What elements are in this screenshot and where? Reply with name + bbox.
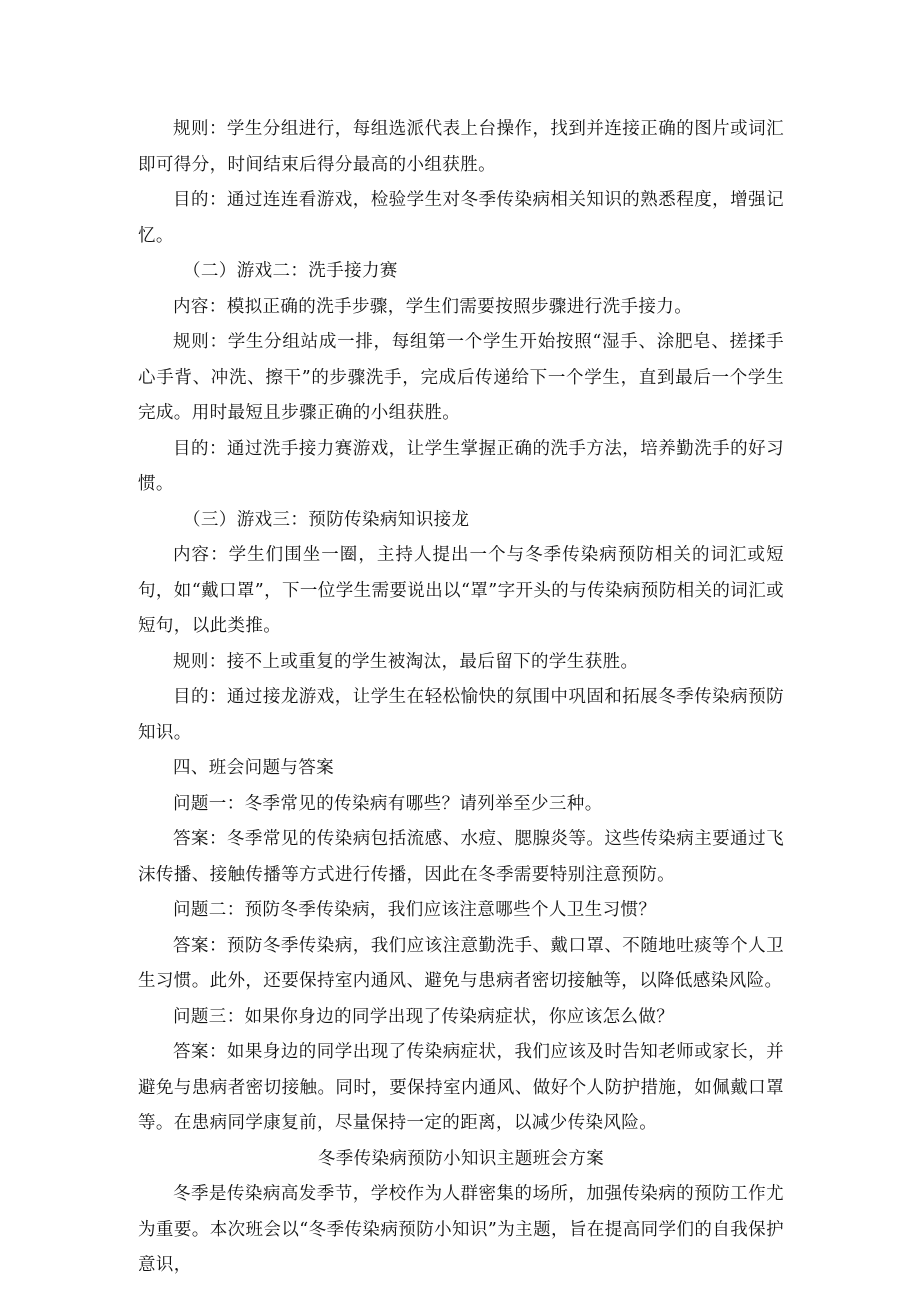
question-one: 问题一：冬季常见的传染病有哪些？请列举至少三种。	[173, 793, 603, 814]
question-three: 问题三：如果你身边的同学出现了传染病症状，你应该怎么做？	[173, 1006, 675, 1027]
paragraph-game3-purpose: 目的：通过接龙游戏，让学生在轻松愉快的氛围中巩固和拓展冬季传染病预防知识。	[138, 687, 784, 743]
heading-game2: （二）游戏二：洗手接力赛	[183, 261, 398, 281]
answer-three: 答案：如果身边的同学出现了传染病症状，我们应该及时告知老师或家长，并避免与患病者密切接触。同时，要保持室内通风、做好个人防护措施，如佩戴口罩等。在患病同学康复前，尽量保持一定的距离，以减少传染风险。	[138, 1042, 784, 1133]
paragraph-intro: 冬季是传染病高发季节，学校作为人群密集的场所，加强传染病的预防工作尤为重要。本次班会以“冬季传染病预防小知识”为主题，旨在提高同学们的自我保护意识，	[138, 1184, 784, 1275]
paragraph-game1-purpose: 目的：通过连连看游戏，检验学生对冬季传染病相关知识的熟悉程度，增强记忆。	[138, 190, 784, 246]
question-two: 问题二：预防冬季传染病，我们应该注意哪些个人卫生习惯？	[173, 900, 657, 920]
paragraph-game2-purpose: 目的：通过洗手接力赛游戏，让学生掌握正确的洗手方法，培养勤洗手的好习惯。	[138, 438, 784, 494]
heading-game3: （三）游戏三：预防传染病知识接龙	[183, 509, 470, 530]
answer-two: 答案：预防冬季传染病，我们应该注意勤洗手、戴口罩、不随地吐痰等个人卫生习惯。此外，还要保持室内通风、避免与患病者密切接触等，以降低感染风险。	[138, 935, 784, 991]
heading-section-four: 四、班会问题与答案	[173, 758, 335, 778]
paragraph-game3-content: 内容：学生们围坐一圈，主持人提出一个与冬季传染病预防相关的词汇或短句，如“戴口罩”，下一位学生需要说出以“罩”字开头的与传染病预防相关的词汇或短句，以此类推。	[138, 545, 784, 636]
document-body	[138, 112, 784, 1284]
paragraph-game2-content: 内容：模拟正确的洗手步骤，学生们需要按照步骤进行洗手接力。	[173, 296, 693, 317]
answer-one: 答案：冬季常见的传染病包括流感、水痘、腮腺炎等。这些传染病主要通过飞沫传播、接触传播等方式进行传播，因此在冬季需要特别注意预防。	[138, 829, 784, 885]
document-title: 冬季传染病预防小知识主题班会方案	[317, 1148, 605, 1169]
paragraph-game1-rules: 规则：学生分组进行，每组选派代表上台操作，找到并连接正确的图片或词汇即可得分，时间结束后得分最高的小组获胜。	[138, 119, 784, 175]
paragraph-game2-rules: 规则：学生分组站成一排，每组第一个学生开始按照“湿手、涂肥皂、搓揉手心手背、冲洗、擦干”的步骤洗手，完成后传递给下一个学生，直到最后一个学生完成。用时最短且步骤正确的小组获胜。	[138, 332, 784, 423]
paragraph-game3-rules: 规则：接不上或重复的学生被淘汰，最后留下的学生获胜。	[173, 651, 639, 672]
